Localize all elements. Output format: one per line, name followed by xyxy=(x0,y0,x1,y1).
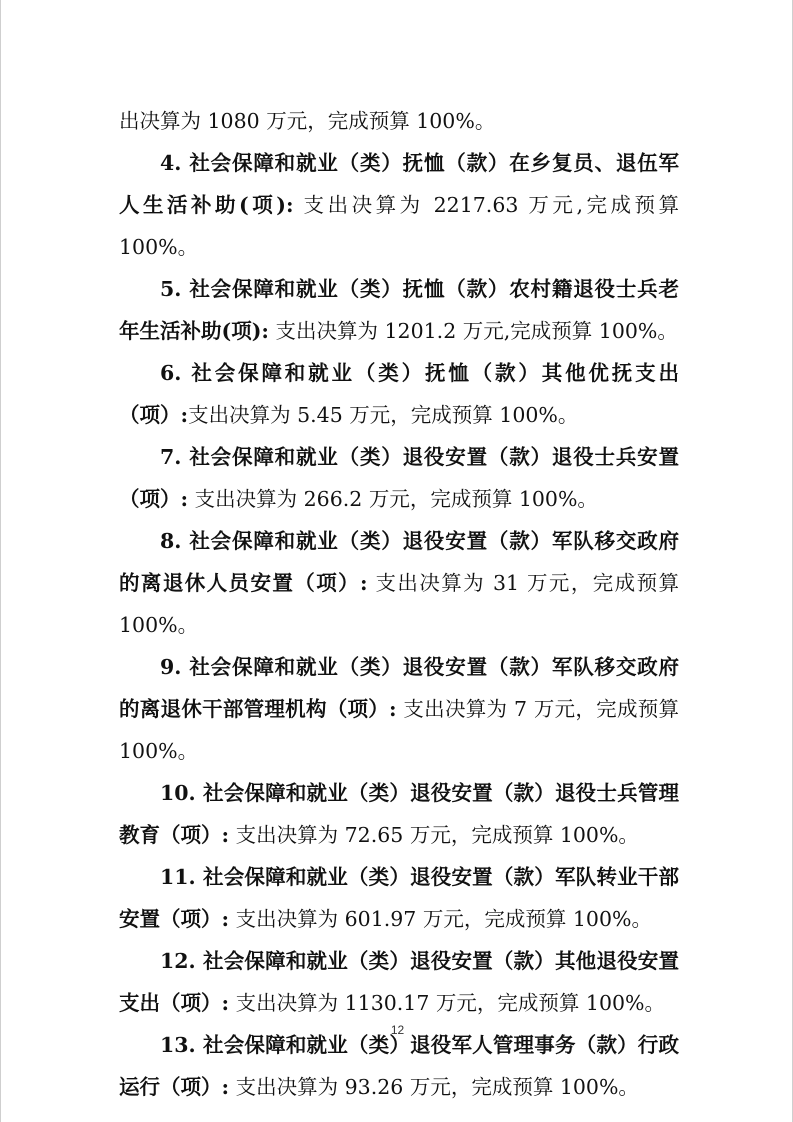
item-text: 支出决算为 7 万元，完成预算 100%。 xyxy=(119,697,680,763)
item-paragraph-5 xyxy=(119,268,679,352)
item-paragraph-10 xyxy=(119,772,679,856)
item-text: 支出决算为 2217.63 万元,完成预算 100%。 xyxy=(119,193,679,259)
item-label: 13. 社会保障和就业（类）退役军人管理事务（款）行政运行（项）: xyxy=(119,1033,679,1099)
item-text: 支出决算为 1130.17 万元，完成预算 100%。 xyxy=(229,991,666,1015)
item-text: 支出决算为 266.2 万元，完成预算 100%。 xyxy=(188,487,598,511)
item-text: 支出决算为 601.97 万元，完成预算 100%。 xyxy=(229,907,652,931)
item-paragraph-9 xyxy=(119,646,679,772)
item-text: 支出决算为 31 万元，完成预算 100%。 xyxy=(119,571,679,637)
item-label: 10. 社会保障和就业（类）退役安置（款）退役士兵管理教育（项）: xyxy=(119,781,679,847)
item-text: 支出决算为 5.45 万元，完成预算 100%。 xyxy=(188,403,579,427)
page-number: 12 xyxy=(390,1023,405,1037)
item-text: 支出决算为 1201.2 万元,完成预算 100%。 xyxy=(268,319,678,343)
page-content xyxy=(119,100,679,1108)
item-label: 4. 社会保障和就业（类）抚恤（款）在乡复员、退伍军人生活补助(项): xyxy=(119,151,679,217)
item-paragraph-8 xyxy=(119,520,679,646)
item-text: 支出决算为 93.26 万元，完成预算 100%。 xyxy=(229,1075,639,1099)
item-paragraph-7 xyxy=(119,436,679,520)
item-label: 12. 社会保障和就业（类）退役安置（款）其他退役安置支出（项）: xyxy=(119,949,679,1015)
item-label: 6. 社会保障和就业（类）抚恤（款）其他优抚支出（项）: xyxy=(119,361,679,427)
item-label: 9. 社会保障和就业（类）退役安置（款）军队移交政府的离退休干部管理机构（项）: xyxy=(119,655,679,721)
item-label: 5. 社会保障和就业（类）抚恤（款）农村籍退役士兵老年生活补助(项): xyxy=(119,277,679,343)
item-paragraph-4 xyxy=(119,142,679,268)
item-paragraph-6 xyxy=(119,352,679,436)
intro-paragraph: 出决算为 1080 万元，完成预算 100%。 xyxy=(119,109,496,133)
item-label: 11. 社会保障和就业（类）退役安置（款）军队转业干部安置（项）: xyxy=(119,865,679,931)
item-label: 8. 社会保障和就业（类）退役安置（款）军队移交政府的离退休人员安置（项）: xyxy=(119,529,679,595)
item-text: 支出决算为 72.65 万元，完成预算 100%。 xyxy=(229,823,639,847)
item-paragraph-12 xyxy=(119,940,679,1024)
item-label: 7. 社会保障和就业（类）退役安置（款）退役士兵安置（项）: xyxy=(119,445,679,511)
item-paragraph-11 xyxy=(119,856,679,940)
